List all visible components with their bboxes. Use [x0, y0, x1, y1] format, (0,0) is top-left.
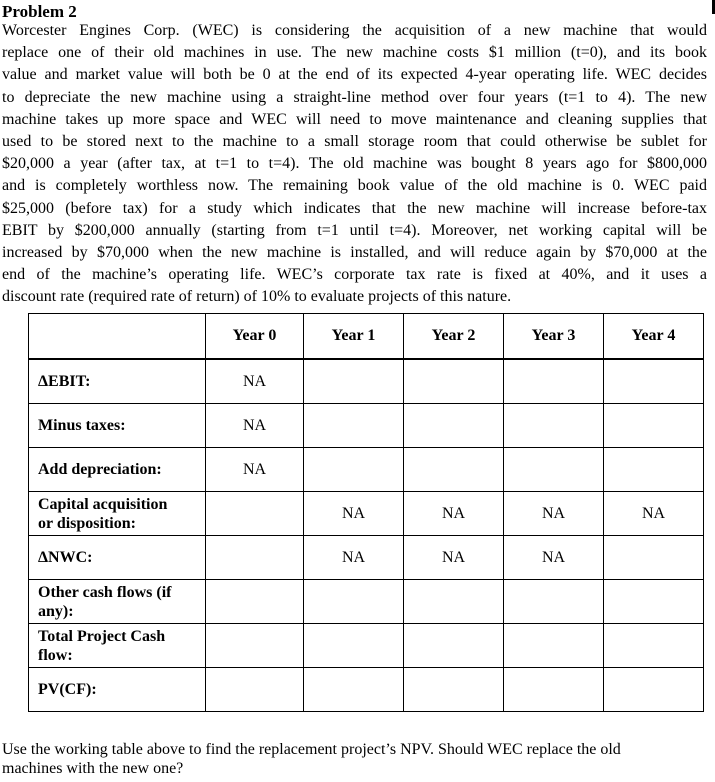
- table-cell[interactable]: [304, 404, 404, 448]
- row-label: PV(CF):: [29, 668, 206, 712]
- table-cell[interactable]: [404, 668, 504, 712]
- problem-line: machine takes up more space and WEC will need to move maintenance and cleaning supplies that: [2, 110, 707, 128]
- table-header-row: [29, 314, 704, 360]
- problem-title: Problem 2: [2, 2, 77, 21]
- table-cell[interactable]: NA: [604, 492, 704, 536]
- header-year-0: Year 0: [206, 314, 304, 360]
- table-cell[interactable]: [404, 448, 504, 492]
- question-line: machines with the new one?: [2, 760, 184, 777]
- table-cell[interactable]: [604, 624, 704, 668]
- table-cell[interactable]: [604, 359, 704, 404]
- table-cell[interactable]: [304, 668, 404, 712]
- header-year-4: Year 4: [604, 314, 704, 360]
- row-label: Total Project Cash flow:: [29, 624, 206, 668]
- problem-line: replace one of their old machines in use. The new machine costs $1 million (t=0), and its book: [2, 44, 707, 62]
- problem-statement: [2, 20, 707, 309]
- header-year-2: Year 2: [404, 314, 504, 360]
- table-cell[interactable]: [504, 448, 604, 492]
- problem-line: Worcester Engines Corp. (WEC) is considering the acquisition of a new machine that would: [2, 22, 707, 39]
- table-cell[interactable]: NA: [304, 492, 404, 536]
- row-label: Other cash flows (if any):: [29, 580, 206, 624]
- table-cell[interactable]: [404, 624, 504, 668]
- table-cell[interactable]: [604, 580, 704, 624]
- table-cell[interactable]: [604, 668, 704, 712]
- table-cell[interactable]: [206, 580, 304, 624]
- row-label: ΔNWC:: [29, 536, 206, 580]
- problem-line: increased by $70,000 when the new machine is installed, and will reduce again by $70,000 at the: [2, 244, 707, 262]
- table-cell[interactable]: NA: [206, 448, 304, 492]
- table-cell[interactable]: NA: [304, 536, 404, 580]
- header-year-1: Year 1: [304, 314, 404, 360]
- table-cell[interactable]: [304, 580, 404, 624]
- table-row: [29, 359, 704, 404]
- problem-line: used to be stored next to the machine to a small storage room that could otherwise be sublet for: [2, 133, 707, 151]
- problem-line: value and market value will both be 0 at the end of its expected 4-year operating life. WEC decides: [2, 66, 707, 84]
- table-cell[interactable]: NA: [404, 536, 504, 580]
- table-cell[interactable]: [404, 359, 504, 404]
- table-cell[interactable]: [206, 668, 304, 712]
- question-line: Use the working table above to find the replacement project’s NPV. Should WEC replace the old: [2, 741, 621, 758]
- table-row: [29, 536, 704, 580]
- table-cell[interactable]: [404, 404, 504, 448]
- table-row: [29, 580, 704, 624]
- table-row: [29, 624, 704, 668]
- table-cell[interactable]: [604, 404, 704, 448]
- table-cell[interactable]: [304, 359, 404, 404]
- row-label: Minus taxes:: [29, 404, 206, 448]
- problem-line: $20,000 a year (after tax, at t=1 to t=4). The old machine was bought 8 years ago for $800,000: [2, 155, 707, 173]
- table-row: [29, 492, 704, 536]
- table-cell[interactable]: [206, 624, 304, 668]
- table-cell[interactable]: [504, 580, 604, 624]
- header-cell-blank: [29, 314, 206, 360]
- table-row: [29, 404, 704, 448]
- table-cell[interactable]: [404, 580, 504, 624]
- table-cell[interactable]: [504, 359, 604, 404]
- problem-line: to depreciate the new machine using a straight-line method over four years (t=1 to 4). The new: [2, 88, 707, 106]
- table-row: [29, 448, 704, 492]
- table-cell[interactable]: [604, 536, 704, 580]
- table-cell[interactable]: NA: [206, 404, 304, 448]
- table-cell[interactable]: [604, 448, 704, 492]
- table-cell[interactable]: [504, 404, 604, 448]
- table-cell[interactable]: NA: [504, 536, 604, 580]
- problem-line: end of the machine’s operating life. WEC’s corporate tax rate is fixed at 40%, and it uses a: [2, 266, 707, 284]
- table-row: [29, 668, 704, 712]
- row-label: Capital acquisition or disposition:: [29, 492, 206, 536]
- row-label: Add depreciation:: [29, 448, 206, 492]
- table-cell[interactable]: NA: [404, 492, 504, 536]
- table-cell[interactable]: [206, 492, 304, 536]
- table-cell[interactable]: [504, 624, 604, 668]
- problem-line: EBIT by $200,000 annually (starting from t=1 until t=4). Moreover, net working capital will be: [2, 221, 707, 239]
- table-cell[interactable]: [504, 668, 604, 712]
- question-text: [2, 740, 707, 778]
- problem-line: $25,000 (before tax) for a study which indicates that the new machine will increase before-tax: [2, 199, 707, 217]
- problem-line: and is completely worthless now. The remaining book value of the old machine is 0. WEC paid: [2, 177, 707, 195]
- problem-line: discount rate (required rate of return) of 10% to evaluate projects of this nature.: [2, 288, 512, 306]
- table-cell[interactable]: NA: [504, 492, 604, 536]
- header-year-3: Year 3: [504, 314, 604, 360]
- table-cell[interactable]: [304, 448, 404, 492]
- table-cell[interactable]: [304, 624, 404, 668]
- table-cell[interactable]: [206, 536, 304, 580]
- row-label: ΔEBIT:: [29, 359, 206, 404]
- cash-flow-table: [28, 313, 704, 712]
- table-cell[interactable]: NA: [206, 359, 304, 404]
